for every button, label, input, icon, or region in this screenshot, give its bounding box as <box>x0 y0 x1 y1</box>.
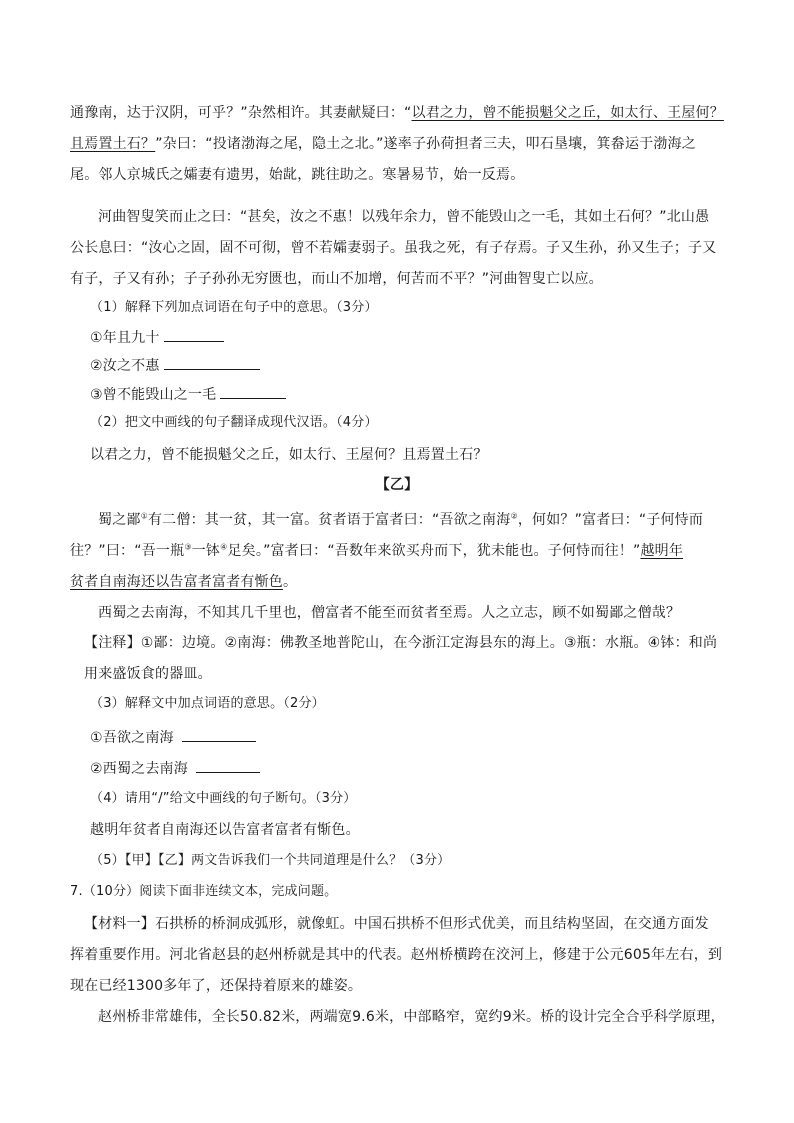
question-4: （4）请用“/”给文中画线的句子断句。（3分） <box>90 791 357 806</box>
underlined-sentence: 以君之力，曾不能损魁父之丘，如太行、王屋何？ <box>411 105 724 121</box>
question-1-item: ③曾不能毁山之一毛 <box>90 384 286 405</box>
answer-blank[interactable] <box>164 327 224 342</box>
answer-blank[interactable] <box>196 758 260 773</box>
section-heading-yi: 【乙】 <box>375 477 419 493</box>
annotation: 【注释】①鄙：边境。②南海：佛教圣地普陀山，在今浙江定海县东的海上。③瓶：水瓶。④钵：和尚 <box>84 635 718 651</box>
question-4-sentence: 越明年贫者自南海还以告富者富者有惭色。 <box>90 822 360 838</box>
question-3-item: ①吾欲之南海 <box>90 727 256 748</box>
footnote-mark: ④ <box>220 542 228 552</box>
jia-passage-line: 公长息曰：“汝心之固，固不可彻，曾不若孀妻弱子。虽我之死，有子存焉。子又生孙，孙又生子；子又 <box>70 240 717 256</box>
material-line: 挥着重要作用。河北省赵县的赵州桥就是其中的代表。赵州桥横跨在洨河上，修建于公元605年左右，到 <box>70 947 723 963</box>
jia-passage-line: 有子，子又有孙；子子孙孙无穷匮也，而山不加增，何苦而不平？”河曲智叟亡以应。 <box>70 271 603 287</box>
question-7-heading: 7.（10分）阅读下面非连续文本，完成问题。 <box>70 884 338 899</box>
yi-passage-line: 蜀之鄙①有二僧：其一贫，其一富。贫者语于富者曰：“吾欲之南海②，何如？”富者曰：“子何恃而 <box>98 511 704 528</box>
underlined-sentence: 贫者自南海还以告富者富者有惭色 <box>70 574 283 590</box>
material-line: 现在已经1300多年了，还保持着原来的雄姿。 <box>70 978 363 994</box>
question-1-item: ①年且九十 <box>90 327 224 348</box>
underlined-sentence: 且焉置土石？ <box>70 136 156 152</box>
jia-passage-line <box>70 134 696 154</box>
question-3: （3）解释文中加点词语的意思。（2分） <box>90 696 325 711</box>
question-5: （5）【甲】【乙】两文告诉我们一个共同道理是什么？（3分） <box>90 853 451 868</box>
text: ”杂曰：“投诸渤海之尾，隐土之北。”遂率子孙荷担者三夫，叩石垦壤，箕畚运于渤海之 <box>155 136 696 152</box>
jia-passage-line <box>70 103 724 123</box>
jia-passage-line: 尾。邻人京城氏之孀妻有遗男，始龀，跳往助之。寒暑易节，始一反焉。 <box>70 167 525 183</box>
answer-blank[interactable] <box>164 355 260 370</box>
material-line: 赵州桥非常雄伟，全长50.82米，两端宽9.6米，中部略窄，宽约9米。桥的设计完全合乎科学原理， <box>98 1009 725 1025</box>
question-2-sentence: 以君之力，曾不能损魁父之丘，如太行、王屋何？且焉置土石？ <box>90 447 488 463</box>
question-2: （2）把文中画线的句子翻译成现代汉语。（4分） <box>90 415 378 430</box>
yi-passage-line: 往？”曰：“吾一瓶③一钵④足矣。”富者曰：“吾数年来欲买舟而下，犹未能也。子何恃而往！”越明年 <box>70 542 684 559</box>
text: 通豫南，达于汉阴，可乎？”杂然相许。其妻献疑曰：“ <box>70 105 412 121</box>
answer-blank[interactable] <box>182 727 256 742</box>
annotation: 用来盛饭食的器皿。 <box>84 666 212 682</box>
jia-passage-line: 河曲智叟笑而止之曰：“甚矣，汝之不惠！以残年余力，曾不能毁山之一毛，其如土石何？”北山愚 <box>98 209 710 225</box>
question-1: （1）解释下列加点词语在句子中的意思。（3分） <box>90 300 378 315</box>
footnote-mark: ① <box>140 511 148 521</box>
question-3-item: ②西蜀之去南海 <box>90 758 260 779</box>
question-1-item: ②汝之不惠 <box>90 355 260 376</box>
answer-blank[interactable] <box>220 384 286 399</box>
yi-passage-line: 贫者自南海还以告富者富者有惭色。 <box>70 574 298 590</box>
yi-passage-line: 西蜀之去南海，不知其几千里也，僧富者不能至而贫者至焉。人之立志，顾不如蜀鄙之僧哉？ <box>98 605 681 621</box>
footnote-mark: ③ <box>184 542 192 552</box>
footnote-mark: ② <box>510 511 518 521</box>
underlined-sentence: 越明年 <box>640 543 684 559</box>
material-line: 【材料一】石拱桥的桥洞成弧形，就像虹。中国石拱桥不但形式优美，而且结构坚固，在交通方面发 <box>84 916 709 932</box>
